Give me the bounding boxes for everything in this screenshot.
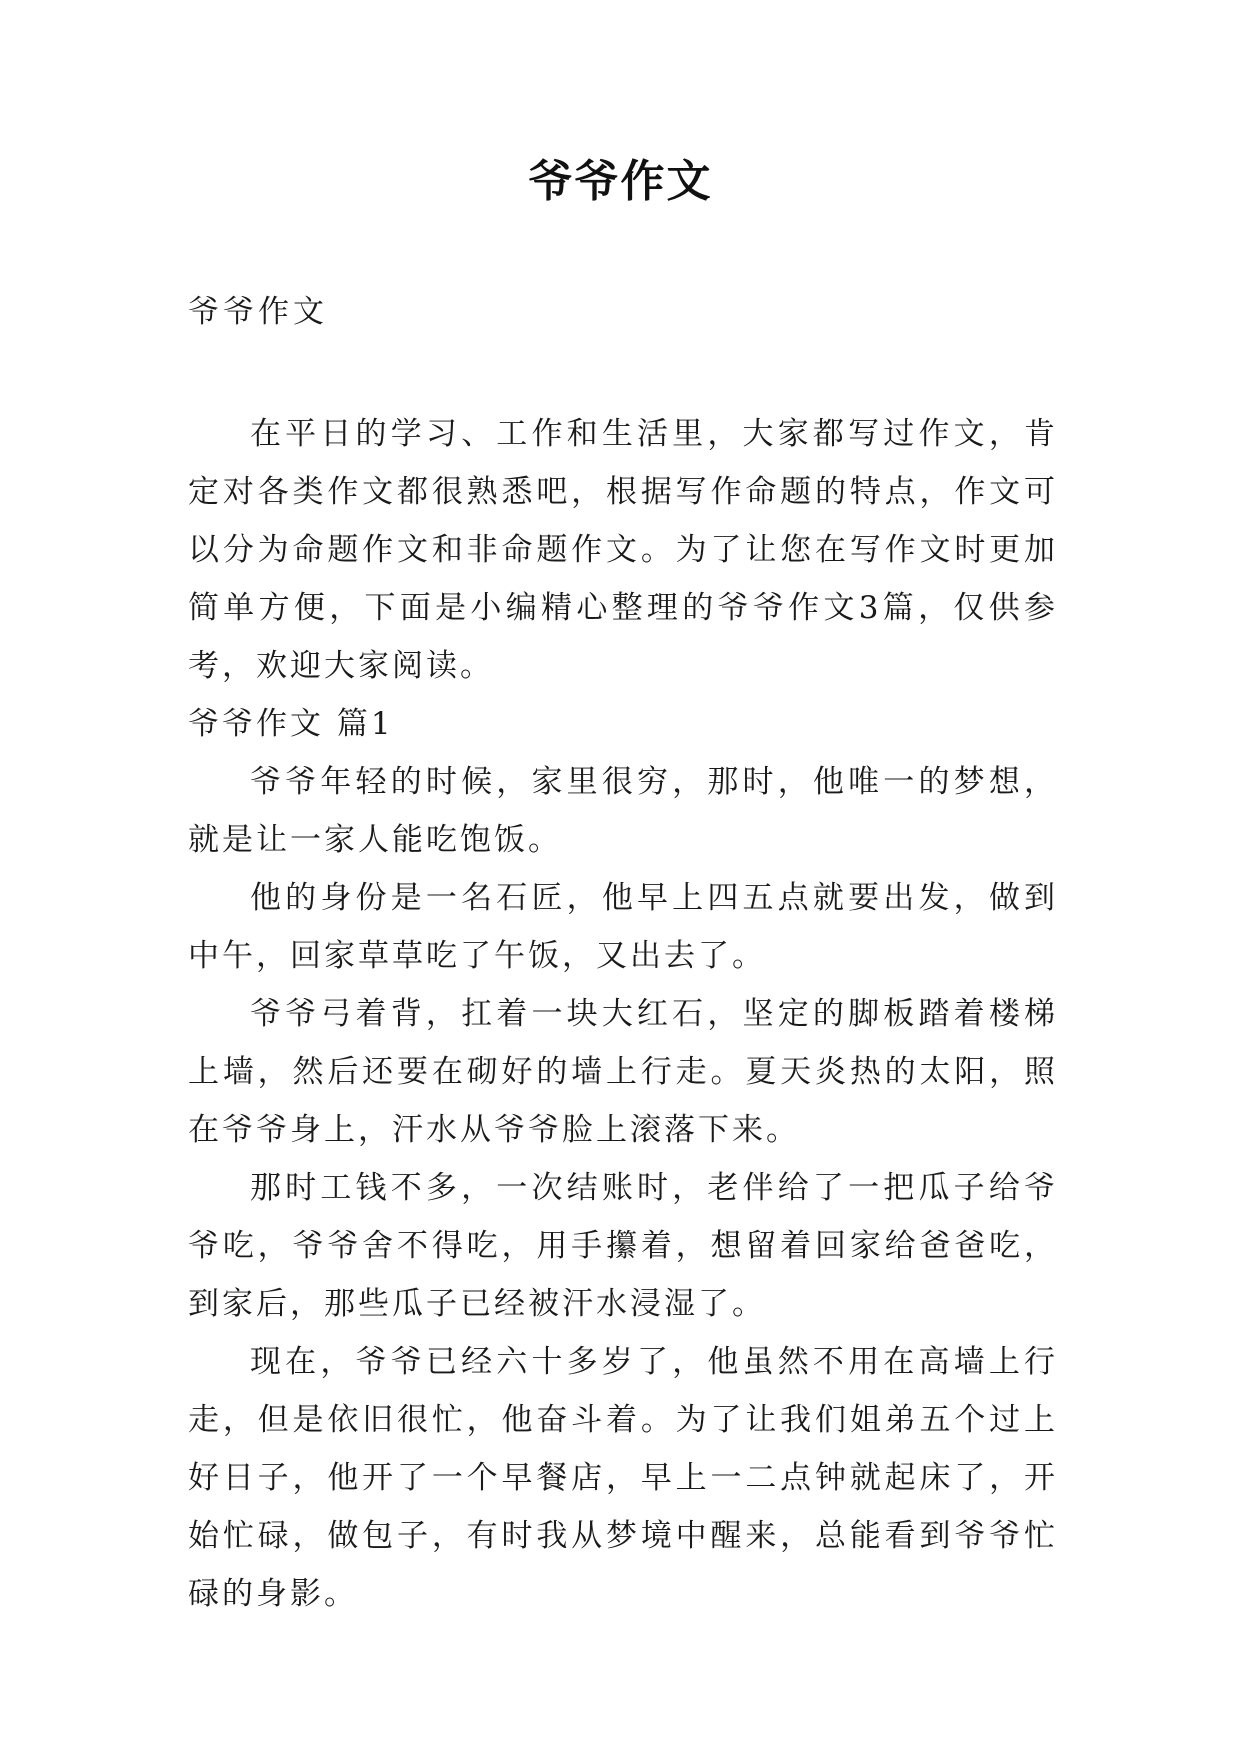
body-paragraph: 他的身份是一名石匠，他早上四五点就要出发，做到中午，回家草草吃了午饭，又出去了。 [188,880,1058,974]
intro-paragraph: 在平日的学习、工作和生活里，大家都写过作文，肯定对各类作文都很熟悉吧，根据写作命题的特点，作文可以分为命题作文和非命题作文。为了让您在写作文时更加简单方便，下面是小编精心整理的爷爷作文3篇，仅供参考，欢迎大家阅读。 [188,416,1058,684]
section-heading: 爷爷作文 篇1 [188,706,394,742]
body-paragraph: 爷爷弓着背，扛着一块大红石，坚定的脚板踏着楼梯上墙，然后还要在砌好的墙上行走。夏天炎热的太阳，照在爷爷身上，汗水从爷爷脸上滚落下来。 [188,996,1058,1148]
body-paragraph: 那时工钱不多，一次结账时，老伴给了一把瓜子给爷爷吃，爷爷舍不得吃，用手攥着，想留着回家给爸爸吃，到家后，那些瓜子已经被汗水浸湿了。 [188,1170,1058,1322]
document-body [188,405,1058,1623]
body-paragraph: 现在，爷爷已经六十多岁了，他虽然不用在高墙上行走，但是依旧很忙，他奋斗着。为了让我们姐弟五个过上好日子，他开了一个早餐店，早上一二点钟就起床了，开始忙碌，做包子，有时我从梦境中醒来，总能看到爷爷忙碌的身影。 [188,1344,1058,1612]
document-subtitle: 爷爷作文 [188,294,328,330]
body-paragraph: 爷爷年轻的时候，家里很穷，那时，他唯一的梦想，就是让一家人能吃饱饭。 [188,764,1058,858]
document-title: 爷爷作文 [528,156,713,207]
